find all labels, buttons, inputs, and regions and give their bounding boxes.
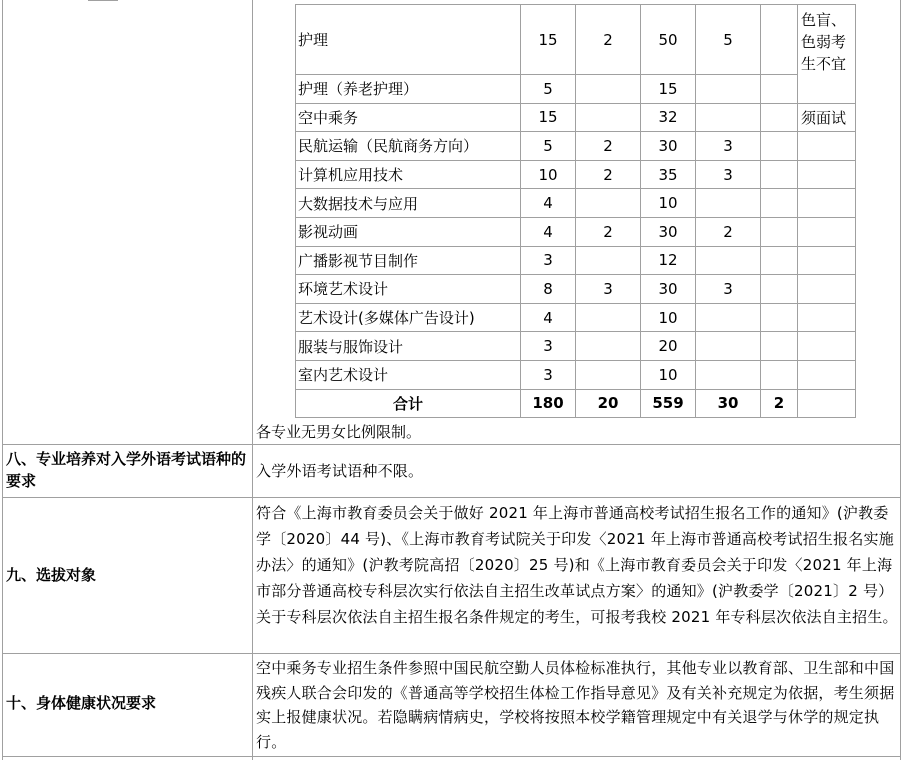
- major-name: 大数据技术与应用: [296, 189, 521, 218]
- quota-cell: 10: [641, 360, 696, 389]
- quota-cell: [761, 360, 798, 389]
- note-interview: 须面试: [798, 103, 856, 132]
- total-row: [296, 389, 856, 418]
- note-cell: [798, 275, 856, 304]
- quota-cell: [576, 360, 641, 389]
- enrollment-quota-table: [295, 4, 856, 418]
- gender-ratio-remark: 各专业无男女比例限制。: [256, 423, 422, 441]
- quota-cell: [761, 132, 798, 161]
- quota-cell: 2: [576, 217, 641, 246]
- quota-cell: [761, 217, 798, 246]
- note-cell: [798, 332, 856, 361]
- major-name: 环境艺术设计: [296, 275, 521, 304]
- quota-cell: 20: [641, 332, 696, 361]
- quota-cell: [696, 246, 761, 275]
- quota-cell: [761, 332, 798, 361]
- note-cell: [798, 217, 856, 246]
- quota-cell: [696, 360, 761, 389]
- quota-cell: 32: [641, 103, 696, 132]
- major-name: 民航运输（民航商务方向）: [296, 132, 521, 161]
- quota-cell: 4: [521, 217, 576, 246]
- quota-cell: 3: [521, 246, 576, 275]
- quota-cell: [761, 303, 798, 332]
- quota-cell: 50: [641, 5, 696, 75]
- quota-cell: 3: [696, 275, 761, 304]
- note-cell: [798, 160, 856, 189]
- table-row: [296, 132, 856, 161]
- quota-cell: [761, 160, 798, 189]
- quota-cell: 5: [696, 5, 761, 75]
- total-cell: 2: [761, 389, 798, 418]
- quota-cell: [696, 332, 761, 361]
- major-name: 护理: [296, 5, 521, 75]
- quota-cell: [576, 103, 641, 132]
- quota-cell: [761, 189, 798, 218]
- quota-cell: 2: [576, 160, 641, 189]
- note-cell: [798, 360, 856, 389]
- section-9-label: 九、选拔对象: [6, 566, 97, 584]
- quota-cell: 3: [521, 360, 576, 389]
- frame-middle-border: [252, 0, 253, 760]
- section-10-content: 空中乘务专业招生条件参照中国民航空勤人员体检标准执行，其他专业以教育部、卫生部和中国残疾人联合会印发的《普通高等学校招生体检工作指导意见》及有关补充规定为依据，考生须据实上报健康状况。若隐瞒病情病史，学校将按照本校学籍管理规定中有关退学与休学的规定执行。: [256, 659, 895, 751]
- major-name: 广播影视节目制作: [296, 246, 521, 275]
- table-row: [296, 303, 856, 332]
- row-divider-bottom: [2, 756, 900, 757]
- quota-cell: 10: [521, 160, 576, 189]
- quota-cell: [576, 332, 641, 361]
- frame-top-stub: [88, 0, 118, 1]
- quota-cell: [576, 303, 641, 332]
- section-9-content: 符合《上海市教育委员会关于做好 2021 年上海市普通高校考试招生报名工作的通知》(沪教委学〔2020〕44 号)、《上海市教育考试院关于印发〈2021 年上海市普通高校考试招生报名实施办法〉的通知》(沪教考院高招〔2020〕25 号)和《上海市教育委员会关于印发〈2021 年上海市部分普通高校专科层次实行依法自主招生改革试点方案〉的通知》(沪教委学〔2021〕2 号）关于专科层次依法自主招生报名条件规定的考生，可报考我校 2021 年专科层次依法自主招生。: [256, 504, 898, 626]
- quota-cell: 30: [641, 132, 696, 161]
- total-cell: 180: [521, 389, 576, 418]
- quota-cell: 2: [576, 5, 641, 75]
- note-cell: [798, 246, 856, 275]
- quota-cell: 3: [696, 132, 761, 161]
- quota-cell: [576, 246, 641, 275]
- table-row: [296, 217, 856, 246]
- major-name: 影视动画: [296, 217, 521, 246]
- note-cell: [798, 132, 856, 161]
- quota-cell: 10: [641, 303, 696, 332]
- quota-cell: 5: [521, 75, 576, 104]
- quota-cell: 8: [521, 275, 576, 304]
- frame-left-border: [2, 0, 3, 760]
- table-row: [296, 75, 856, 104]
- quota-cell: 15: [521, 5, 576, 75]
- quota-cell: 4: [521, 189, 576, 218]
- table-row: [296, 103, 856, 132]
- quota-cell: [761, 75, 798, 104]
- quota-cell: 12: [641, 246, 696, 275]
- table-row: [296, 360, 856, 389]
- table-row: [296, 160, 856, 189]
- note-cell: [798, 389, 856, 418]
- quota-cell: 2: [576, 132, 641, 161]
- quota-cell: [696, 75, 761, 104]
- quota-cell: 30: [641, 275, 696, 304]
- quota-cell: 15: [641, 75, 696, 104]
- quota-cell: 3: [521, 332, 576, 361]
- note-color-blind: 色盲、色弱考生不宜: [798, 5, 856, 104]
- major-name: 空中乘务: [296, 103, 521, 132]
- quota-cell: 10: [641, 189, 696, 218]
- quota-cell: [576, 189, 641, 218]
- major-name: 计算机应用技术: [296, 160, 521, 189]
- total-cell: 559: [641, 389, 696, 418]
- major-name: 服装与服饰设计: [296, 332, 521, 361]
- section-8-label: 八、专业培养对入学外语考试语种的要求: [6, 450, 247, 490]
- frame-right-border: [900, 0, 901, 760]
- major-name: 室内艺术设计: [296, 360, 521, 389]
- quota-cell: 2: [696, 217, 761, 246]
- major-name: 艺术设计(多媒体广告设计): [296, 303, 521, 332]
- table-row: [296, 246, 856, 275]
- row-divider-10: [2, 653, 900, 654]
- quota-cell: 3: [696, 160, 761, 189]
- quota-cell: 4: [521, 303, 576, 332]
- quota-cell: 3: [576, 275, 641, 304]
- section-8-content: 入学外语考试语种不限。: [256, 462, 424, 480]
- quota-cell: 15: [521, 103, 576, 132]
- quota-cell: 5: [521, 132, 576, 161]
- quota-cell: 30: [641, 217, 696, 246]
- note-cell: [798, 303, 856, 332]
- quota-cell: [696, 303, 761, 332]
- row-divider-8: [2, 444, 900, 445]
- total-cell: 30: [696, 389, 761, 418]
- quota-cell: [696, 189, 761, 218]
- quota-cell: [761, 246, 798, 275]
- table-row: [296, 275, 856, 304]
- row-divider-9: [2, 497, 900, 498]
- quota-cell: [576, 75, 641, 104]
- section-10-label: 十、身体健康状况要求: [6, 694, 157, 712]
- quota-cell: [761, 275, 798, 304]
- table-row: [296, 5, 856, 75]
- total-label: 合计: [296, 389, 521, 418]
- major-name: 护理（养老护理）: [296, 75, 521, 104]
- note-cell: [798, 189, 856, 218]
- quota-cell: [761, 5, 798, 75]
- quota-cell: 35: [641, 160, 696, 189]
- quota-cell: [761, 103, 798, 132]
- quota-cell: [696, 103, 761, 132]
- total-cell: 20: [576, 389, 641, 418]
- table-row: [296, 189, 856, 218]
- table-row: [296, 332, 856, 361]
